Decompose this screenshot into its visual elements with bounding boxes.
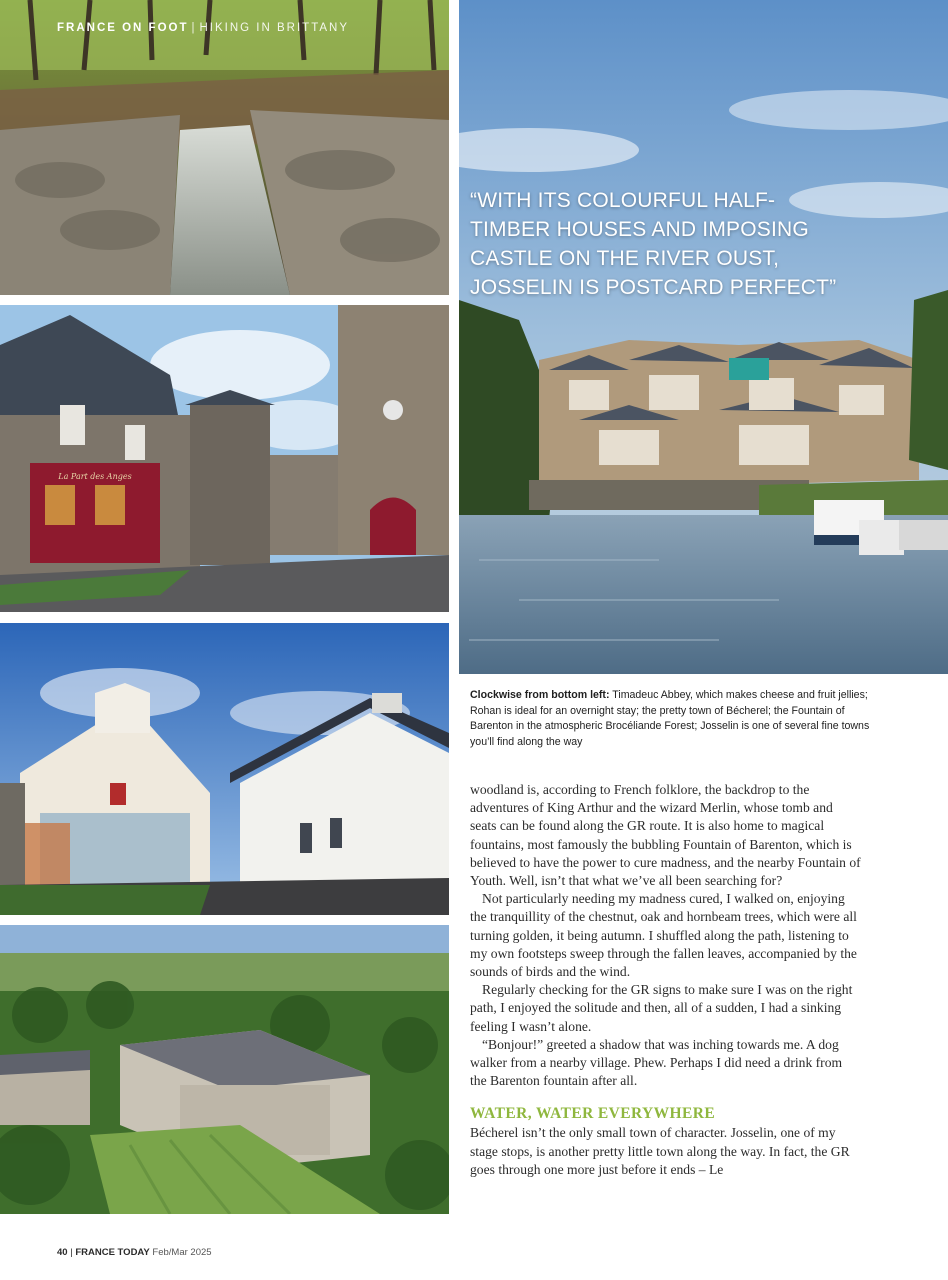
article-paragraph: woodland is, according to French folklore, the backdrop to the adventures of King Arthur and the wizard Merlin, whose tomb and seats can be found along the GR route. It is also home to magical fountains, most famously the bubbling Fountain of Barenton, which is believed to have the power to cure madness, and the nearby Fountain of Youth. Well, isn’t that what we’ve all been searching for? (470, 782, 861, 889)
photo-fountain-of-barenton (0, 0, 449, 295)
shop-sign: La Part des Anges (58, 472, 132, 481)
page-footer (57, 1247, 212, 1258)
pull-quote: “WITH ITS COLOURFUL HALF-TIMBER HOUSES AND IMPOSING CASTLE ON THE RIVER OUST, JOSSELIN IS POSTCARD PERFECT” (470, 189, 837, 299)
article-paragraph: Not particularly needing my madness cured, I walked on, enjoying the tranquillity of the chestnut, oak and hornbeam trees, which were all turning golden, it being autumn. I shuffled along the path, listening to my own footsteps sweep through the fallen leaves, accompanied by the sounds of birds and the wind. (470, 891, 857, 980)
subsection-name: HIKING IN BRITTANY (199, 22, 350, 34)
issue-date: Feb/Mar 2025 (152, 1247, 212, 1258)
photo-rohan (0, 623, 449, 915)
section-kicker (57, 22, 349, 34)
article-body (470, 781, 862, 1179)
article-paragraph: “Bonjour!” greeted a shadow that was inching towards me. A dog walker from a nearby village. Phew. Perhaps I did need a drink from the Barenton fountain after all. (470, 1036, 843, 1089)
footer-separator: | (70, 1247, 73, 1258)
article-subheading: WATER, WATER EVERYWHERE (470, 1105, 716, 1123)
caption-text: Timadeuc Abbey, which makes cheese and fruit jellies; Rohan is ideal for an overnight stay; the pretty town of Bécherel; the Fountain of Barenton in the atmospheric Brocéliande Forest; Josselin is one of several fine towns you’ll find along the way (470, 689, 870, 748)
kicker-separator: | (191, 22, 197, 34)
article-paragraph: Regularly checking for the GR signs to make sure I was on the right path, I enjoyed the solitude and then, all of a sudden, I had a sinking feeling I wasn’t alone. (470, 982, 853, 1034)
section-name: FRANCE ON FOOT (57, 22, 189, 34)
caption-lead: Clockwise from bottom left: (470, 689, 610, 701)
photo-becherel (0, 305, 449, 612)
photo-caption (470, 688, 870, 750)
photo-timadeuc-abbey (0, 925, 449, 1214)
magazine-name: FRANCE TODAY (75, 1247, 150, 1258)
page-number: 40 (57, 1247, 68, 1258)
photo-josselin-river-oust (459, 0, 948, 674)
article-paragraph: Bécherel isn’t the only small town of character. Josselin, one of my stage stops, is another pretty little town along the way. In fact, the GR goes through one more just before it ends – Le (470, 1125, 850, 1177)
